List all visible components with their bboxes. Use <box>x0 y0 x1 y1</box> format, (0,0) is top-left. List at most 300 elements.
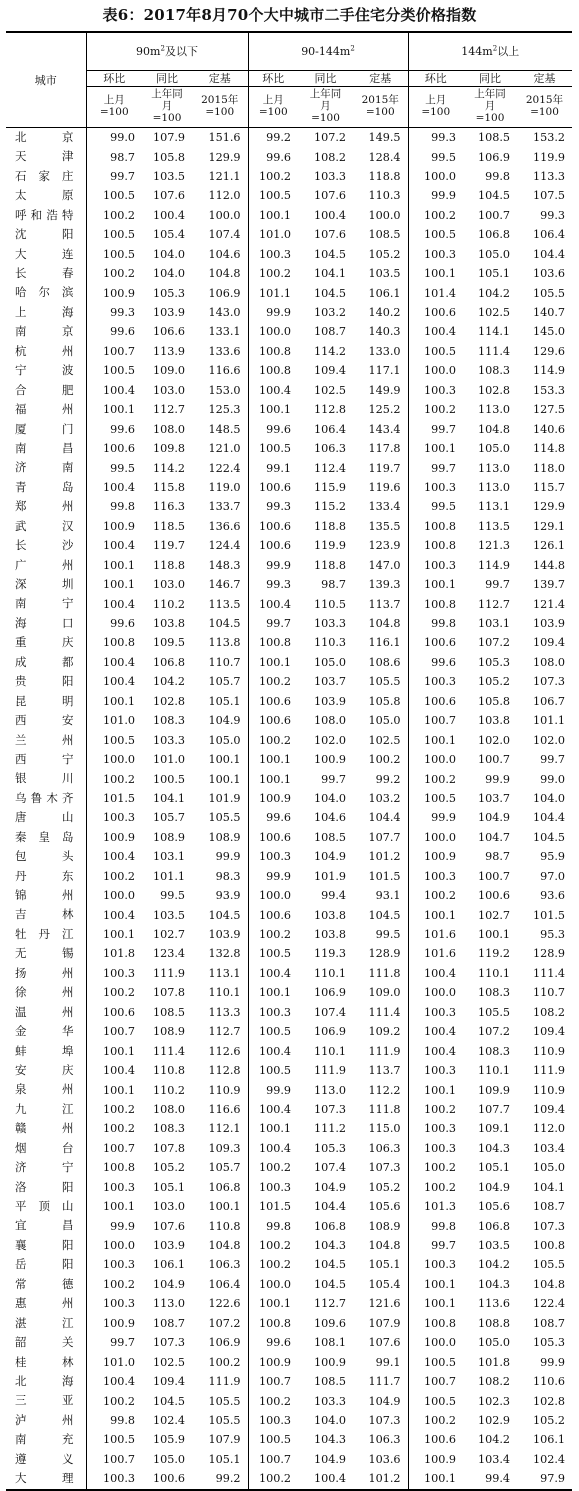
index-value-cell: 99.7 <box>431 1239 456 1253</box>
index-value-cell: 107.4 <box>313 1161 346 1175</box>
index-value-cell: 100.4 <box>102 383 135 397</box>
index-value-cell: 105.7 <box>192 1158 248 1177</box>
index-value-cell: 128.4 <box>353 147 408 166</box>
city-name-cell: 泉州 <box>6 1080 86 1099</box>
index-value-cell: 109.1 <box>477 1122 510 1136</box>
index-value-cell: 100.1 <box>102 928 135 942</box>
index-value-cell: 100.9 <box>423 850 456 864</box>
city-name-cell: 温州 <box>6 1003 86 1022</box>
index-value-cell: 100.3 <box>258 1413 291 1427</box>
index-value-cell: 110.6 <box>532 1375 565 1389</box>
table-row <box>6 925 572 944</box>
index-value-cell: 106.8 <box>477 1219 510 1233</box>
index-value-cell: 140.6 <box>532 422 565 436</box>
index-value-cell: 99.6 <box>431 655 456 669</box>
index-value-cell: 100.0 <box>423 830 456 844</box>
base-prev-year-month: 上年同 月 =100 <box>298 87 353 128</box>
index-value-cell: 104.1 <box>532 1180 565 1194</box>
table-row <box>6 322 572 341</box>
index-value-cell: 100.2 <box>258 675 291 689</box>
index-value-cell: 107.6 <box>313 228 346 242</box>
index-value-cell: 153.3 <box>532 383 565 397</box>
index-value-cell: 105.4 <box>353 1275 408 1294</box>
index-value-cell: 100.2 <box>102 1122 135 1136</box>
index-value-cell: 119.0 <box>192 478 248 497</box>
index-value-cell: 100.4 <box>102 597 135 611</box>
index-value-cell: 100.4 <box>102 539 135 553</box>
table-row <box>6 1372 572 1391</box>
index-value-cell: 127.5 <box>532 403 565 417</box>
base-2015: 2015年 =100 <box>353 87 408 128</box>
index-value-cell: 93.6 <box>540 889 565 903</box>
index-value-cell: 98.7 <box>110 150 135 164</box>
index-value-cell: 104.6 <box>192 245 248 264</box>
index-value-cell: 100.4 <box>258 1044 291 1058</box>
index-value-cell: 102.8 <box>477 383 510 397</box>
index-value-cell: 95.3 <box>540 928 565 942</box>
index-value-cell: 103.5 <box>477 1239 510 1253</box>
index-value-cell: 100.6 <box>258 539 291 553</box>
table-row <box>6 167 572 186</box>
index-value-cell: 118.8 <box>152 558 185 572</box>
index-value-cell: 112.4 <box>313 461 346 475</box>
index-value-cell: 121.3 <box>477 539 510 553</box>
index-value-cell: 107.2 <box>192 1314 248 1333</box>
index-value-cell: 100.2 <box>102 986 135 1000</box>
index-value-cell: 100.8 <box>258 636 291 650</box>
city-name-cell: 赣州 <box>6 1119 86 1138</box>
index-value-cell: 100.0 <box>423 169 456 183</box>
index-value-cell: 103.5 <box>152 169 185 183</box>
index-value-cell: 113.9 <box>152 344 185 358</box>
city-name-cell: 徐州 <box>6 983 86 1002</box>
index-value-cell: 100.3 <box>423 675 456 689</box>
index-value-cell: 118.8 <box>313 558 346 572</box>
index-value-cell: 109.0 <box>152 364 185 378</box>
index-value-cell: 100.4 <box>258 597 291 611</box>
city-name-cell: 湛江 <box>6 1314 86 1333</box>
index-value-cell: 118.8 <box>353 167 408 186</box>
index-value-cell: 105.1 <box>152 1180 185 1194</box>
index-value-cell: 100.3 <box>102 1258 135 1272</box>
index-value-cell: 113.7 <box>353 595 408 614</box>
index-value-cell: 101.5 <box>532 908 565 922</box>
index-value-cell: 148.3 <box>192 556 248 575</box>
index-value-cell: 100.1 <box>258 772 291 786</box>
index-value-cell: 100.5 <box>258 947 291 961</box>
table-row <box>6 206 572 225</box>
index-value-cell: 100.3 <box>423 1064 456 1078</box>
index-value-cell: 99.2 <box>353 769 408 788</box>
city-name-cell: 成都 <box>6 653 86 672</box>
city-name-cell: 北海 <box>6 1372 86 1391</box>
table-row <box>6 556 572 575</box>
index-value-cell: 104.2 <box>477 1433 510 1447</box>
index-value-cell: 108.9 <box>192 828 248 847</box>
index-value-cell: 111.9 <box>313 1064 346 1078</box>
mom-header: 环比 <box>248 71 298 87</box>
index-value-cell: 100.7 <box>477 869 510 883</box>
index-value-cell: 108.9 <box>152 1025 185 1039</box>
index-value-cell: 100.1 <box>258 208 291 222</box>
index-value-cell: 100.6 <box>477 889 510 903</box>
table-row <box>6 517 572 536</box>
index-value-cell: 105.5 <box>192 1411 248 1430</box>
index-value-cell: 100.3 <box>258 850 291 864</box>
index-value-cell: 102.7 <box>477 908 510 922</box>
index-value-cell: 100.1 <box>477 928 510 942</box>
index-value-cell: 129.6 <box>532 344 565 358</box>
city-name-cell: 长沙 <box>6 536 86 555</box>
index-value-cell: 149.5 <box>353 128 408 148</box>
index-value-cell: 106.4 <box>532 228 565 242</box>
index-value-cell: 110.9 <box>532 1044 565 1058</box>
index-value-cell: 98.3 <box>192 867 248 886</box>
index-value-cell: 103.6 <box>532 267 565 281</box>
index-value-cell: 99.7 <box>266 617 291 631</box>
index-value-cell: 107.2 <box>477 1025 510 1039</box>
table-row <box>6 1236 572 1255</box>
index-value-cell: 100.1 <box>258 1297 291 1311</box>
index-value-cell: 103.9 <box>192 925 248 944</box>
index-value-cell: 99.8 <box>485 169 510 183</box>
index-value-cell: 103.2 <box>353 789 408 808</box>
index-value-cell: 114.9 <box>532 364 565 378</box>
index-value-cell: 132.8 <box>192 944 248 963</box>
index-value-cell: 100.3 <box>102 966 135 980</box>
index-value-cell: 101.9 <box>313 869 346 883</box>
city-name-cell: 南宁 <box>6 595 86 614</box>
index-value-cell: 106.9 <box>477 150 510 164</box>
index-value-cell: 136.6 <box>192 517 248 536</box>
index-value-cell: 122.6 <box>192 1294 248 1313</box>
index-value-cell: 112.8 <box>313 403 346 417</box>
index-value-cell: 100.3 <box>423 1005 456 1019</box>
table-row <box>6 186 572 205</box>
city-name-cell: 郑州 <box>6 497 86 516</box>
index-value-cell: 100.6 <box>423 306 456 320</box>
index-value-cell: 99.2 <box>192 1469 248 1489</box>
index-value-cell: 100.2 <box>258 169 291 183</box>
index-value-cell: 100.8 <box>258 364 291 378</box>
index-value-cell: 99.4 <box>321 889 346 903</box>
index-value-cell: 105.0 <box>477 1336 510 1350</box>
index-value-cell: 143.4 <box>353 420 408 439</box>
table-row <box>6 769 572 788</box>
index-value-cell: 108.7 <box>313 325 346 339</box>
index-value-cell: 105.3 <box>532 1336 565 1350</box>
table-row <box>6 400 572 419</box>
index-value-cell: 113.3 <box>192 1003 248 1022</box>
index-value-cell: 100.4 <box>423 1025 456 1039</box>
city-name-cell: 牡丹江 <box>6 925 86 944</box>
base-2015: 2015年 =100 <box>517 87 572 128</box>
index-value-cell: 100.2 <box>258 1394 291 1408</box>
index-value-cell: 104.5 <box>313 1277 346 1291</box>
table-row <box>6 867 572 886</box>
index-value-cell: 100.4 <box>102 1064 135 1078</box>
index-value-cell: 103.0 <box>152 578 185 592</box>
index-value-cell: 101.0 <box>258 228 291 242</box>
index-value-cell: 100.8 <box>423 519 456 533</box>
index-value-cell: 100.6 <box>258 519 291 533</box>
index-value-cell: 107.2 <box>313 131 346 145</box>
index-value-cell: 113.5 <box>192 595 248 614</box>
index-value-cell: 99.8 <box>431 1219 456 1233</box>
index-value-cell: 100.9 <box>258 1355 291 1369</box>
table-row <box>6 847 572 866</box>
index-value-cell: 118.0 <box>532 461 565 475</box>
index-value-cell: 100.1 <box>102 694 135 708</box>
index-value-cell: 99.7 <box>110 1336 135 1350</box>
index-value-cell: 97.0 <box>540 869 565 883</box>
index-value-cell: 111.9 <box>532 1064 565 1078</box>
index-value-cell: 103.2 <box>313 306 346 320</box>
index-value-cell: 139.7 <box>532 578 565 592</box>
index-value-cell: 100.5 <box>258 1433 291 1447</box>
city-name-cell: 唐山 <box>6 808 86 827</box>
table-row <box>6 1042 572 1061</box>
index-value-cell: 100.8 <box>102 636 135 650</box>
index-value-cell: 115.9 <box>313 480 346 494</box>
index-value-cell: 106.6 <box>152 325 185 339</box>
index-value-cell: 104.2 <box>477 286 510 300</box>
index-value-cell: 100.9 <box>423 1452 456 1466</box>
index-value-cell: 123.9 <box>353 536 408 555</box>
yoy-header: 同比 <box>463 71 517 87</box>
index-value-cell: 113.0 <box>313 1083 346 1097</box>
index-value-cell: 100.5 <box>102 247 135 261</box>
index-value-cell: 103.4 <box>477 1452 510 1466</box>
index-value-cell: 100.8 <box>423 597 456 611</box>
index-value-cell: 100.2 <box>423 208 456 222</box>
index-value-cell: 105.5 <box>532 1258 565 1272</box>
table-row <box>6 750 572 769</box>
city-name-cell: 重庆 <box>6 633 86 652</box>
index-value-cell: 103.8 <box>313 908 346 922</box>
index-value-cell: 105.0 <box>477 442 510 456</box>
index-value-cell: 133.6 <box>192 342 248 361</box>
index-value-cell: 104.5 <box>192 614 248 633</box>
index-value-cell: 100.2 <box>423 403 456 417</box>
mom-header: 环比 <box>86 71 142 87</box>
index-value-cell: 107.3 <box>532 1219 565 1233</box>
index-value-cell: 100.0 <box>258 1277 291 1291</box>
index-value-cell: 103.0 <box>152 1200 185 1214</box>
index-value-cell: 99.3 <box>266 500 291 514</box>
table-row <box>6 595 572 614</box>
index-value-cell: 103.3 <box>313 1394 346 1408</box>
city-name-cell: 太原 <box>6 186 86 205</box>
table-row <box>6 653 572 672</box>
index-value-cell: 112.7 <box>192 1022 248 1041</box>
index-value-cell: 109.4 <box>532 1102 565 1116</box>
index-value-cell: 100.8 <box>258 1316 291 1330</box>
index-value-cell: 114.9 <box>477 558 510 572</box>
index-value-cell: 108.0 <box>152 422 185 436</box>
index-value-cell: 143.0 <box>192 303 248 322</box>
index-value-cell: 113.0 <box>152 1297 185 1311</box>
index-value-cell: 102.7 <box>152 928 185 942</box>
index-value-cell: 102.8 <box>152 694 185 708</box>
index-value-cell: 106.4 <box>192 1275 248 1294</box>
index-value-cell: 104.4 <box>313 1200 346 1214</box>
index-value-cell: 104.0 <box>532 791 565 805</box>
city-name-cell: 常德 <box>6 1275 86 1294</box>
base-2015: 2015年 =100 <box>192 87 248 128</box>
index-value-cell: 100.4 <box>152 208 185 222</box>
table-row <box>6 711 572 730</box>
index-value-cell: 106.4 <box>313 422 346 436</box>
index-value-cell: 100.2 <box>102 1394 135 1408</box>
index-value-cell: 153.0 <box>192 381 248 400</box>
group-header-small: $90m^2$及以下 <box>86 32 248 71</box>
index-value-cell: 100.5 <box>423 344 456 358</box>
index-value-cell: 100.0 <box>102 753 135 767</box>
index-value-cell: 105.5 <box>353 672 408 691</box>
index-value-cell: 113.8 <box>192 633 248 652</box>
index-value-cell: 153.2 <box>532 131 565 145</box>
index-value-cell: 100.5 <box>152 772 185 786</box>
index-value-cell: 98.7 <box>321 578 346 592</box>
index-value-cell: 105.5 <box>192 1391 248 1410</box>
city-name-cell: 襄阳 <box>6 1236 86 1255</box>
index-value-cell: 104.9 <box>353 1391 408 1410</box>
index-value-cell: 100.8 <box>102 1161 135 1175</box>
price-index-table <box>6 31 572 1491</box>
index-value-cell: 113.3 <box>532 169 565 183</box>
index-value-cell: 101.1 <box>258 286 291 300</box>
index-value-cell: 100.1 <box>423 1297 456 1311</box>
index-value-cell: 100.1 <box>423 442 456 456</box>
index-value-cell: 108.9 <box>152 830 185 844</box>
table-row <box>6 1333 572 1352</box>
index-value-cell: 109.9 <box>477 1083 510 1097</box>
index-value-cell: 95.9 <box>540 850 565 864</box>
index-value-cell: 108.5 <box>353 225 408 244</box>
index-value-cell: 105.1 <box>192 692 248 711</box>
index-value-cell: 100.5 <box>423 1394 456 1408</box>
index-value-cell: 100.1 <box>258 753 291 767</box>
index-value-cell: 100.5 <box>258 442 291 456</box>
index-value-cell: 101.3 <box>423 1200 456 1214</box>
index-value-cell: 106.3 <box>353 1139 408 1158</box>
index-value-cell: 100.1 <box>258 403 291 417</box>
index-value-cell: 100.9 <box>102 519 135 533</box>
index-value-cell: 99.9 <box>431 189 456 203</box>
index-value-cell: 100.6 <box>102 1005 135 1019</box>
index-value-cell: 112.1 <box>192 1119 248 1138</box>
index-value-cell: 100.2 <box>258 1258 291 1272</box>
index-value-cell: 108.3 <box>152 714 185 728</box>
city-name-cell: 海口 <box>6 614 86 633</box>
index-value-cell: 106.9 <box>192 284 248 303</box>
index-value-cell: 99.9 <box>266 1083 291 1097</box>
city-name-cell: 韶关 <box>6 1333 86 1352</box>
index-value-cell: 107.4 <box>192 225 248 244</box>
index-value-cell: 100.5 <box>423 228 456 242</box>
index-value-cell: 102.4 <box>152 1413 185 1427</box>
table-row <box>6 808 572 827</box>
index-value-cell: 100.3 <box>258 247 291 261</box>
index-value-cell: 100.1 <box>423 1083 456 1097</box>
index-value-cell: 111.2 <box>313 1122 346 1136</box>
city-name-cell: 天津 <box>6 147 86 166</box>
city-name-cell: 广州 <box>6 556 86 575</box>
table-row <box>6 1255 572 1274</box>
index-value-cell: 103.9 <box>532 617 565 631</box>
index-value-cell: 123.4 <box>152 947 185 961</box>
city-name-cell: 宜昌 <box>6 1217 86 1236</box>
index-value-cell: 119.3 <box>313 947 346 961</box>
index-value-cell: 101.6 <box>423 928 456 942</box>
index-value-cell: 140.2 <box>353 303 408 322</box>
index-value-cell: 105.7 <box>152 811 185 825</box>
table-row <box>6 147 572 166</box>
index-value-cell: 119.7 <box>152 539 185 553</box>
index-value-cell: 101.2 <box>353 1469 408 1489</box>
index-value-cell: 112.8 <box>192 1061 248 1080</box>
index-value-cell: 100.6 <box>258 480 291 494</box>
index-value-cell: 100.1 <box>258 1122 291 1136</box>
index-value-cell: 148.5 <box>192 420 248 439</box>
table-row <box>6 828 572 847</box>
city-name-cell: 上海 <box>6 303 86 322</box>
index-value-cell: 99.6 <box>266 1336 291 1350</box>
index-value-cell: 107.7 <box>353 828 408 847</box>
index-value-cell: 105.8 <box>353 692 408 711</box>
index-value-cell: 106.3 <box>313 442 346 456</box>
index-value-cell: 103.7 <box>477 791 510 805</box>
index-value-cell: 100.1 <box>102 1044 135 1058</box>
index-value-cell: 100.1 <box>258 986 291 1000</box>
city-name-cell: 银川 <box>6 769 86 788</box>
index-value-cell: 116.6 <box>192 361 248 380</box>
base-prev-month: 上月 =100 <box>248 87 298 128</box>
index-value-cell: 100.4 <box>258 1141 291 1155</box>
table-row <box>6 1197 572 1216</box>
index-value-cell: 102.0 <box>477 733 510 747</box>
city-name-cell: 南昌 <box>6 439 86 458</box>
index-value-cell: 108.6 <box>353 653 408 672</box>
fixed-base-header: 定基 <box>517 71 572 87</box>
index-value-cell: 105.2 <box>477 675 510 689</box>
index-value-cell: 151.6 <box>192 128 248 148</box>
index-value-cell: 99.3 <box>266 578 291 592</box>
index-value-cell: 112.7 <box>313 1297 346 1311</box>
index-value-cell: 100.0 <box>192 206 248 225</box>
index-value-cell: 106.1 <box>532 1433 565 1447</box>
index-value-cell: 112.0 <box>192 186 248 205</box>
index-value-cell: 105.2 <box>353 245 408 264</box>
index-value-cell: 110.9 <box>192 1080 248 1099</box>
table-row <box>6 1158 572 1177</box>
table-row <box>6 1411 572 1430</box>
index-value-cell: 100.2 <box>258 1239 291 1253</box>
index-value-cell: 110.1 <box>477 966 510 980</box>
index-value-cell: 100.6 <box>423 694 456 708</box>
index-value-cell: 101.0 <box>152 753 185 767</box>
index-value-cell: 104.9 <box>192 711 248 730</box>
index-value-cell: 108.3 <box>477 986 510 1000</box>
index-value-cell: 99.9 <box>266 558 291 572</box>
base-prev-month: 上月 =100 <box>86 87 142 128</box>
table-row <box>6 264 572 283</box>
index-value-cell: 104.5 <box>313 247 346 261</box>
index-value-cell: 100.6 <box>142 1469 192 1489</box>
index-value-cell: 99.3 <box>540 208 565 222</box>
index-value-cell: 104.8 <box>532 1277 565 1291</box>
